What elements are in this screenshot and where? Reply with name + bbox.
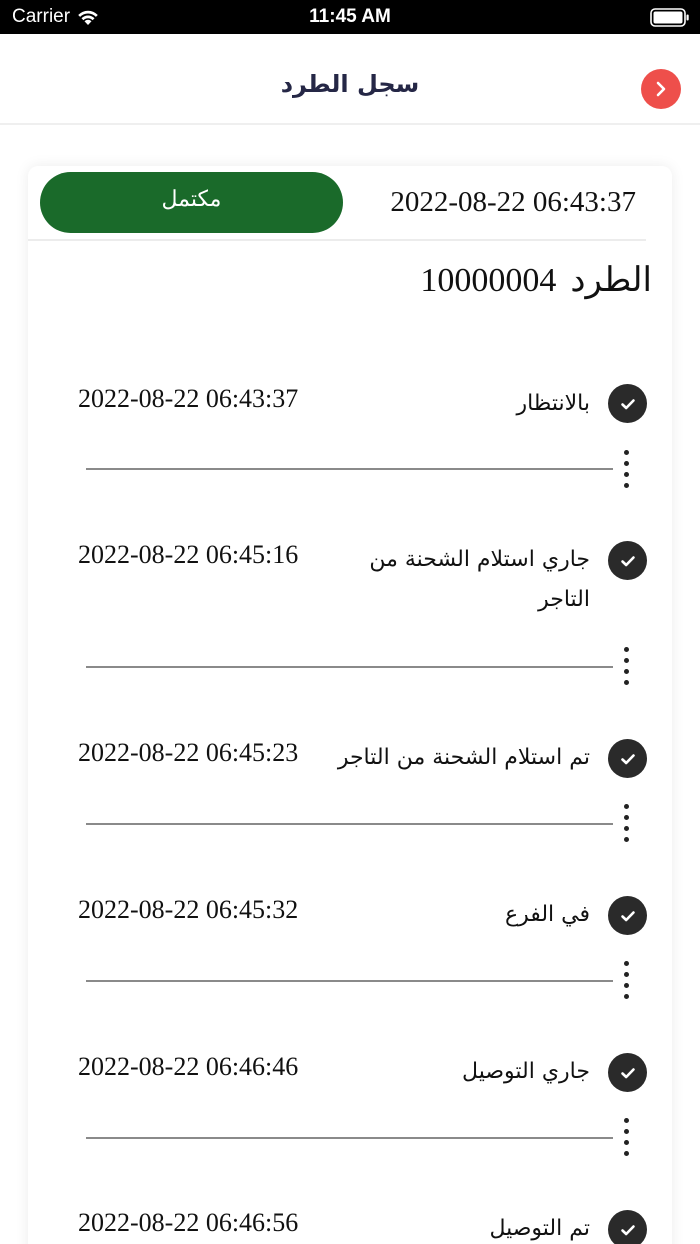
connector-dots xyxy=(624,961,630,1005)
timeline-divider xyxy=(86,823,613,825)
page-title: سجل الطرد xyxy=(280,70,420,98)
timeline-status: جاري التوصيل xyxy=(462,1059,590,1084)
timeline-status: بالانتظار xyxy=(516,391,590,416)
parcel-number: 10000004 xyxy=(420,262,557,299)
timeline-date: 2022-08-22 06:45:23 xyxy=(78,738,299,767)
battery-icon xyxy=(650,8,690,27)
timeline-date: 2022-08-22 06:46:56 xyxy=(78,1208,299,1237)
divider xyxy=(28,239,646,241)
check-icon xyxy=(608,896,647,935)
parcel-title xyxy=(420,260,652,300)
parcel-created-date: 2022-08-22 06:43:37 xyxy=(390,186,636,218)
check-icon xyxy=(608,1210,647,1244)
connector-dots xyxy=(624,450,630,494)
timeline-date: 2022-08-22 06:46:46 xyxy=(78,1052,299,1081)
connector-dots xyxy=(624,804,630,848)
timeline-divider xyxy=(86,468,613,470)
timeline-status: تم استلام الشحنة من التاجر xyxy=(337,745,590,770)
timeline-status: في الفرع xyxy=(504,902,590,927)
timeline-date: 2022-08-22 06:45:32 xyxy=(78,895,299,924)
check-icon xyxy=(608,541,647,580)
check-icon xyxy=(608,739,647,778)
nav-bar xyxy=(0,34,700,125)
clock: 11:45 AM xyxy=(309,6,391,27)
carrier-label: Carrier xyxy=(12,6,71,27)
status-bar xyxy=(0,0,700,34)
parcel-history-card xyxy=(28,166,672,1244)
timeline-status: جاري استلام الشحنة من التاجر xyxy=(369,547,590,612)
back-button[interactable] xyxy=(641,69,681,109)
timeline-divider xyxy=(86,980,613,982)
timeline-divider xyxy=(86,1137,613,1139)
connector-dots xyxy=(624,1118,630,1162)
check-icon xyxy=(608,384,647,423)
timeline-date: 2022-08-22 06:45:16 xyxy=(78,540,299,569)
chevron-right-icon xyxy=(653,79,669,99)
timeline-date: 2022-08-22 06:43:37 xyxy=(78,384,299,413)
check-icon xyxy=(608,1053,647,1092)
status-badge: مكتمل xyxy=(40,172,343,233)
timeline-status: تم التوصيل xyxy=(489,1216,590,1241)
parcel-title-label: الطرد xyxy=(570,262,652,299)
timeline-divider xyxy=(86,666,613,668)
connector-dots xyxy=(624,647,630,691)
